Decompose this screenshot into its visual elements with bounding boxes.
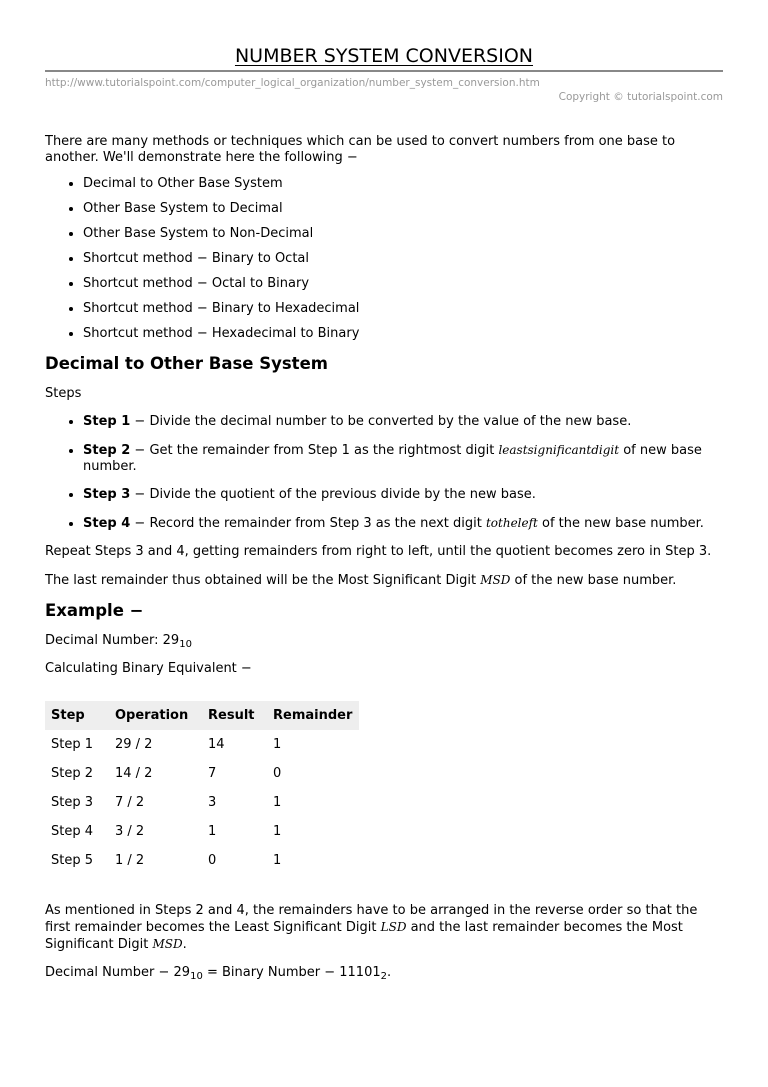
table-row: [45, 788, 359, 817]
calc-label: Calculating Binary Equivalent −: [45, 661, 252, 676]
example-heading: Example −: [45, 601, 144, 620]
table-cell: 3 / 2: [115, 824, 145, 839]
document-page: [45, 0, 723, 981]
source-url[interactable]: http://www.tutorialspoint.com/computer_logical_organization/number_system_conversion.htm: [45, 77, 540, 89]
column-header: Operation: [109, 701, 202, 730]
step-item: [83, 515, 723, 532]
table-cell: Step 5: [51, 853, 94, 868]
methods-list: [45, 176, 723, 342]
step-text: − Record the remainder from Step 3 as the next digit: [130, 516, 486, 531]
table-cell: 0: [273, 766, 282, 781]
table-cell: 1: [208, 824, 217, 839]
table-row: [45, 817, 359, 846]
step-text: − Divide the decimal number to be converted by the value of the new base.: [130, 414, 632, 429]
step-text: − Divide the quotient of the previous divide by the new base.: [130, 487, 536, 502]
table-cell: Step 1: [51, 737, 94, 752]
list-item: • Shortcut method − Hexadecimal to Binary: [83, 326, 723, 342]
step-item: [83, 487, 723, 503]
table-cell: 1: [273, 795, 282, 810]
list-item: • Other Base System to Decimal: [83, 201, 723, 217]
table-cell: 7: [208, 766, 217, 781]
table-cell: 14: [208, 737, 225, 752]
step-text: − Get the remainder from Step 1 as the rightmost digit: [130, 443, 499, 458]
column-header: Remainder: [267, 701, 359, 730]
math-term: MSD: [480, 573, 511, 587]
list-item: • Shortcut method − Binary to Octal: [83, 251, 723, 267]
table-cell: 29 / 2: [115, 737, 153, 752]
table-cell: 7 / 2: [115, 795, 145, 810]
math-term: MSD: [152, 937, 183, 951]
step-label: Step 1: [83, 414, 131, 429]
step-label: Step 4: [83, 516, 131, 531]
math-term: LSD: [380, 920, 407, 934]
table-cell: Step 2: [51, 766, 94, 781]
intro-paragraph: There are many methods or techniques which can be used to convert numbers from one base to another. We'll demonstrate here the following −: [45, 134, 676, 165]
step-item: [83, 414, 723, 430]
copyright-notice: Copyright © tutorialspoint.com: [558, 91, 723, 103]
repeat-paragraph: Repeat Steps 3 and 4, getting remainders from right to left, until the quotient becomes zero in Step 3.: [45, 544, 712, 559]
table-header-row: [45, 701, 359, 730]
math-term: leastsignificantdigit: [498, 443, 620, 457]
table-cell: 1: [273, 824, 282, 839]
table-row: [45, 759, 359, 788]
conversion-table: [45, 701, 359, 875]
table-cell: 14 / 2: [115, 766, 153, 781]
section-heading: Decimal to Other Base System: [45, 354, 328, 373]
steps-list: [45, 414, 723, 532]
column-header: Step: [45, 701, 109, 730]
list-item: • Shortcut method − Octal to Binary: [83, 276, 723, 292]
decimal-number-line: Decimal Number: $29_{10}$: [45, 633, 192, 650]
step-label: Step 2: [83, 443, 131, 458]
column-header: Result: [202, 701, 267, 730]
list-item: • Shortcut method − Binary to Hexadecimal: [83, 301, 723, 317]
table-row: [45, 730, 359, 759]
table-row: [45, 846, 359, 875]
table-cell: 1 / 2: [115, 853, 145, 868]
table-cell: 0: [208, 853, 217, 868]
table-cell: 1: [273, 853, 282, 868]
last-remainder-paragraph: The last remainder thus obtained will be the Most Significant Digit MSD of the new base number.: [45, 573, 677, 588]
result-line: Decimal Number − $29_{10}$ = Binary Number − $11101_2$.: [45, 965, 392, 982]
step-text: of new base number.: [83, 443, 702, 474]
math-term: totheleft: [485, 516, 538, 530]
table-cell: 3: [208, 795, 217, 810]
step-label: Step 3: [83, 487, 131, 502]
table-cell: Step 3: [51, 795, 94, 810]
list-item: • Decimal to Other Base System: [83, 176, 723, 192]
table-cell: 1: [273, 737, 282, 752]
step-item: [83, 442, 723, 475]
list-item: • Other Base System to Non-Decimal: [83, 226, 723, 242]
page-title: NUMBER SYSTEM CONVERSION: [45, 44, 723, 72]
step-text: of the new base number.: [537, 516, 704, 531]
steps-label: Steps: [45, 386, 82, 401]
conclusion-paragraph: As mentioned in Steps 2 and 4, the remainders have to be arranged in the reverse order so that the first remainder becomes the Least Significant Digit LSD and the last remainder becomes the Most Significant Digit MSD.: [45, 903, 698, 952]
table-cell: Step 4: [51, 824, 94, 839]
